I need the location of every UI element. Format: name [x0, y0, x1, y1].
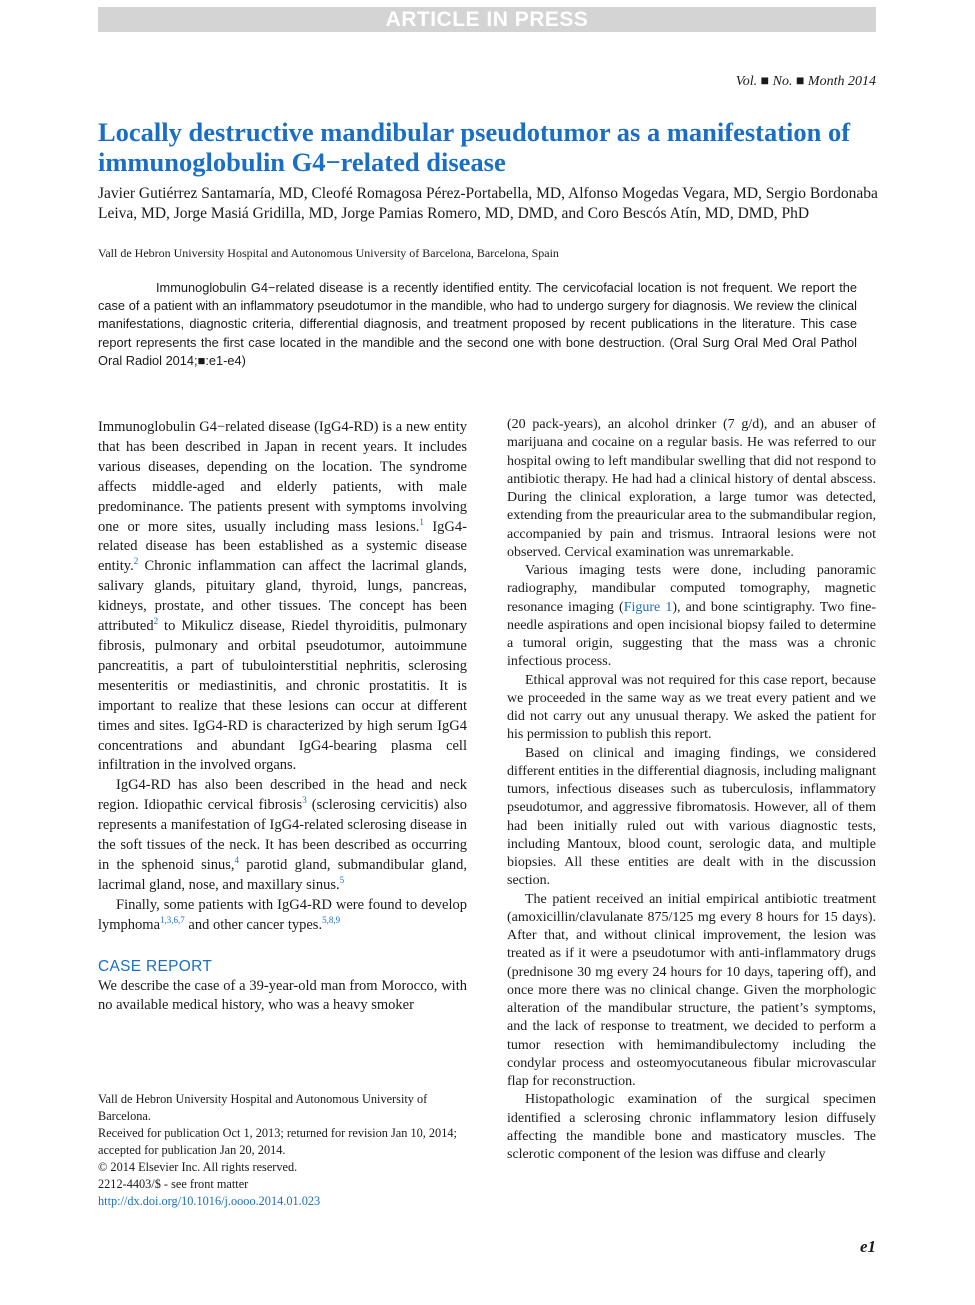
footnote-received: Received for publication Oct 1, 2013; returned for revision Jan 10, 2014; accepted for publication Jan 20, 2014. — [98, 1126, 457, 1157]
citation-ref[interactable]: 2 — [153, 616, 159, 627]
section-heading-case-report: CASE REPORT — [98, 957, 213, 975]
text: parotid gland, submandibular gland, lacrimal gland, nose, and maxillary sinus. — [98, 856, 467, 893]
intro-paragraph-2 — [98, 776, 467, 895]
volume-line: Vol. ■ No. ■ Month 2014 — [735, 74, 876, 89]
footnote-copyright: © 2014 Elsevier Inc. All rights reserved. — [98, 1160, 298, 1174]
citation-ref[interactable]: 2 — [133, 556, 139, 567]
page-number: e1 — [859, 1237, 876, 1256]
case-paragraph-histopathology: Histopathologic examination of the surgical specimen identified a sclerosing chronic inflammatory lesion diffusely affecting the mandible bone and masticatory muscles. The sclerotic component of the lesion was diffuse and clearly — [507, 1092, 876, 1162]
citation-ref[interactable]: 1 — [419, 516, 424, 527]
left-column — [98, 418, 467, 1016]
citation-ref[interactable]: 4 — [234, 855, 240, 866]
footnote-affiliation: Vall de Hebron University Hospital and Autonomous University of Barcelona. — [98, 1092, 428, 1123]
case-report-paragraph-1: We describe the case of a 39-year-old man from Morocco, with no available medical history, who was a heavy smoker — [98, 977, 467, 1014]
author-list: Javier Gutiérrez Santamaría, MD, Cleofé Romagosa Pérez-Portabella, MD, Alfonso Mogedas Vegara, MD, Sergio Bordonaba Leiva, MD, Jorge Masiá Gridilla, MD, Jorge Pamias Romero, MD, DMD, and Coro Bescós Atín, MD, DMD, PhD — [98, 185, 878, 222]
case-paragraph-differential: Based on clinical and imaging findings, we considered different entities in the differential diagnosis, including malignant tumors, infectious diseases such as tuberculosis, inflammatory pseudotumor, and aggressive fibromatosis. However, all of them had been initially ruled out with various diagnostic tests, including Mantoux, blood count, serologic data, and multiple biopsies. All these entities are dealt with in the discussion section. — [507, 745, 876, 889]
footnote-block — [98, 1091, 467, 1210]
case-paragraph-ethics: Ethical approval was not required for this case report, because we proceeded in the same way as we treat every patient and we did not carry out any unusual therapy. We asked the patient for his permission to publish this report. — [507, 672, 876, 743]
citation-ref[interactable]: 5,8,9 — [322, 914, 341, 925]
article-in-press-banner: ARTICLE IN PRESS — [98, 7, 876, 32]
text: Chronic inflammation can affect the lacrimal glands, salivary glands, pituitary gland, thyroid, lungs, pancreas, kidneys, prostate, and other tissues. The concept has been attributed — [98, 558, 467, 635]
text: Finally, some patients with IgG4-RD were found to develop lymphoma — [98, 896, 467, 933]
citation-ref[interactable]: 1,3,6,7 — [160, 914, 185, 925]
footnote-issn: 2212-4403/$ - see front matter — [98, 1177, 249, 1191]
figure-1-link[interactable]: Figure 1 — [623, 599, 673, 615]
article-title: Locally destructive mandibular pseudotumor as a manifestation of immunoglobulin G4−related disease — [98, 117, 851, 177]
intro-paragraph-3 — [98, 896, 467, 936]
abstract: Immunoglobulin G4−related disease is a recently identified entity. The cervicofacial location is not frequent. We report the case of a patient with an inflammatory pseudotumor in the mandible, who had to undergo surgery for diagnosis. We review the clinical manifestations, diagnostic criteria, differential diagnosis, and treatment proposed by recent publications in the literature. This case report represents the first case located in the mandible and the second one with bone destruction. (Oral Surg Oral Med Oral Pathol Oral Radiol 2014;■:e1-e4) — [98, 280, 857, 368]
text: Immunoglobulin G4−related disease (IgG4-RD) is a new entity that has been described in Japan in recent years. It includes various diseases, depending on the location. The syndrome affects middle-aged and elderly patients, with male predominance. The patients present with symptoms involving one or more sites, usually including mass lesions. — [98, 419, 467, 535]
text: IgG4-RD has also been described in the head and neck region. Idiopathic cervical fibrosis — [98, 777, 467, 814]
text: Various imaging tests were done, including panoramic radiography, mandibular computed tomography, magnetic resonance imaging ( — [507, 563, 876, 615]
author-affiliation: Vall de Hebron University Hospital and Autonomous University of Barcelona, Barcelona, Spain — [98, 246, 559, 260]
case-paragraph-imaging — [507, 562, 876, 672]
text: ), and bone scintigraphy. Two fine-needle aspirations and open incisional biopsy failed to determine a tumoral origin, suggesting that the mass was a chronic infectious process. — [507, 599, 876, 670]
citation-ref[interactable]: 5 — [339, 875, 345, 886]
intro-paragraph-1 — [98, 418, 467, 776]
citation-ref[interactable]: 3 — [302, 795, 307, 806]
doi-link[interactable]: http://dx.doi.org/10.1016/j.oooo.2014.01.023 — [98, 1194, 321, 1208]
right-column — [507, 416, 876, 1164]
text: (sclerosing cervicitis) also represents a manifestation of IgG4-related sclerosing disease in the soft tissues of the neck. It has been described as occurring in the sphenoid sinus, — [98, 797, 467, 873]
text: IgG4-related disease has been established as a systemic disease entity. — [98, 518, 467, 575]
case-paragraph-continued: (20 pack-years), an alcohol drinker (7 g/d), and an abuser of marijuana and cocaine on a regular basis. He was referred to our hospital owing to left mandibular swelling that did not respond to antibiotic therapy. He had had a clinical history of dental abscess. During the clinical exploration, a large tumor was detected, extending from the preauricular area to the submandibular region, accompanied by pain and trismus. Intraoral lesions were not observed. Cervical examination was unremarkable. — [507, 417, 876, 560]
text: and other cancer types. — [184, 916, 323, 933]
case-paragraph-treatment: The patient received an initial empirical antibiotic treatment (amoxicillin/clavulanate 875/125 mg every 8 hours for 15 days). After that, and without clinical improvement, the lesion was treated as if it were a pseudotumor with anti-inflammatory drugs (prednisone 30 mg every 24 hours for 10 days, tapering off), and once more there was no clinical change. Given the morphologic alteration of the mandibular structure, the patient’s symptoms, and the lack of response to treatment, we decided to perform a tumor resection with hemimandibulectomy including the condylar process and osteomyocutaneous fibular microvascular flap for reconstruction. — [507, 891, 876, 1089]
text: to Mikulicz disease, Riedel thyroiditis, pulmonary fibrosis, pulmonary and orbital pseudotumor, autoimmune pancreatitis, a part of tubulointerstitial nephritis, sclerosing mesenteritis or mediastinitis, and chronic prostatitis. It is important to realize that these lesions can occur at different times and sites. IgG4-RD is characterized by high serum IgG4 concentrations and abundant IgG4-bearing plasma cell infiltration in the involved organs. — [98, 618, 467, 774]
